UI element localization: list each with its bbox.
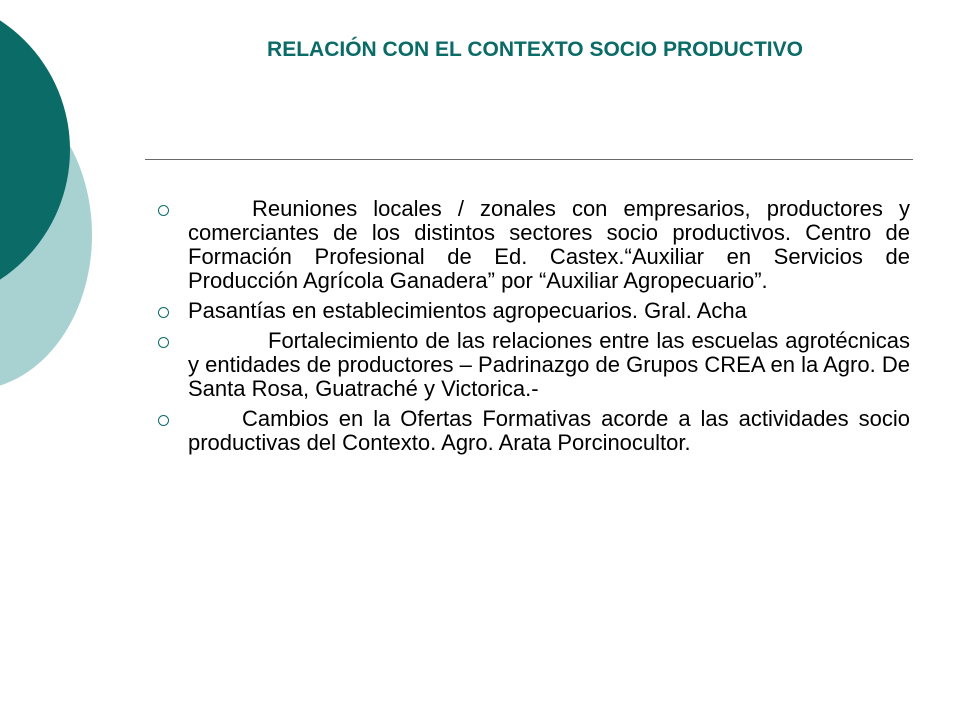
bullet-icon [158, 337, 169, 348]
bullet-list [158, 197, 910, 461]
slide-title: RELACIÓN CON EL CONTEXTO SOCIO PRODUCTIVO [267, 38, 803, 61]
bullet-icon [158, 205, 169, 216]
bullet-item [158, 407, 910, 455]
title-divider [145, 159, 913, 160]
bullet-item [158, 197, 910, 293]
bullet-item [158, 329, 910, 401]
bullet-icon [158, 415, 169, 426]
bullet-text: Pasantías en establecimientos agropecuarios. Gral. Acha [188, 298, 747, 323]
bullet-text: Fortalecimiento de las relaciones entre las escuelas agrotécnicas y entidades de productores – Padrinazgo de Grupos CREA en la Agro. De Santa Rosa, Guatraché y Victorica.- [188, 328, 910, 401]
bullet-item [158, 299, 910, 323]
bullet-text: Reuniones locales / zonales con empresarios, productores y comerciantes de los distintos sectores socio productivos. Centro de Formación Profesional de Ed. Castex.“Auxiliar en Servicios de Producción Agrícola Ganadera” por “Auxiliar Agropecuario”. [188, 196, 910, 293]
bullet-icon [158, 307, 169, 318]
bullet-text: Cambios en la Ofertas Formativas acorde a las actividades socio productivas del Contexto. Agro. Arata Porcinocultor. [188, 406, 910, 455]
